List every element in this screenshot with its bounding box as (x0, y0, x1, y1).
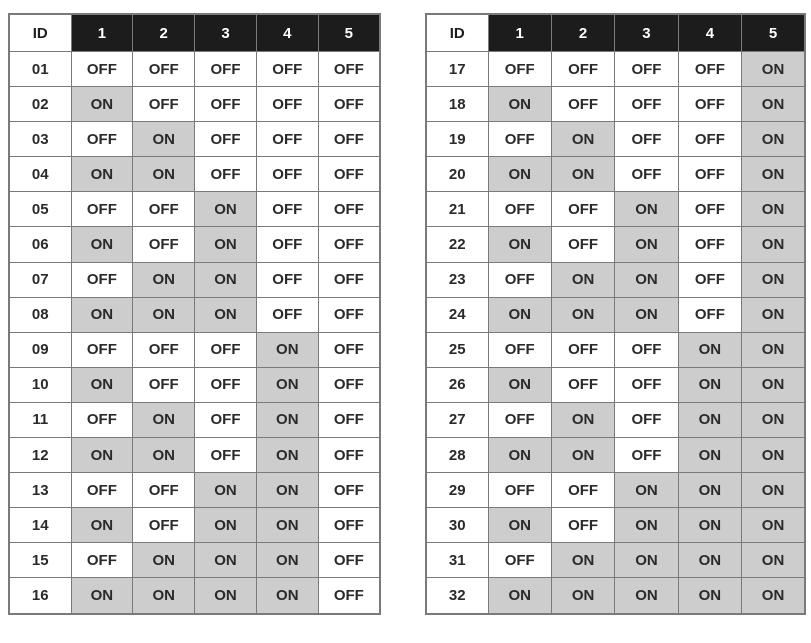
switch-5-state-cell: ON (742, 87, 805, 122)
table-row (9, 473, 380, 508)
table-row (426, 122, 805, 157)
switch-4-state-cell: ON (678, 438, 741, 473)
switch-1-state-cell: ON (488, 87, 551, 122)
switch-3-state-cell: OFF (615, 157, 678, 192)
switch-4-state-cell: OFF (678, 297, 741, 332)
id-cell: 04 (9, 157, 71, 192)
switch-1-state-cell: OFF (488, 543, 551, 578)
id-cell: 23 (426, 262, 488, 297)
switch-2-state-cell: OFF (551, 87, 614, 122)
switch-2-state-cell: OFF (133, 473, 195, 508)
switch-5-state-cell: ON (742, 122, 805, 157)
switch-4-state-cell: ON (678, 543, 741, 578)
id-cell: 28 (426, 438, 488, 473)
switch-5-state-cell: ON (742, 157, 805, 192)
switch-2-state-cell: OFF (133, 332, 195, 367)
id-cell: 30 (426, 508, 488, 543)
id-cell: 22 (426, 227, 488, 262)
switch-5-state-cell: OFF (318, 508, 380, 543)
table-row (426, 192, 805, 227)
table-body (9, 52, 380, 614)
switch-4-column-header: 4 (678, 14, 741, 52)
switch-5-state-cell: ON (742, 402, 805, 437)
switch-4-state-cell: ON (256, 402, 318, 437)
switch-3-state-cell: ON (615, 578, 678, 614)
id-cell: 25 (426, 332, 488, 367)
switch-5-state-cell: OFF (318, 157, 380, 192)
switch-3-state-cell: OFF (195, 52, 257, 87)
switch-1-state-cell: ON (71, 367, 133, 402)
switch-3-state-cell: ON (195, 297, 257, 332)
switch-5-state-cell: OFF (318, 473, 380, 508)
switch-3-state-cell: ON (195, 262, 257, 297)
switch-2-state-cell: OFF (551, 332, 614, 367)
switch-2-column-header: 2 (133, 14, 195, 52)
switch-2-state-cell: ON (133, 297, 195, 332)
switch-1-column-header: 1 (488, 14, 551, 52)
switch-5-state-cell: ON (742, 367, 805, 402)
switch-5-state-cell: OFF (318, 438, 380, 473)
switch-4-state-cell: OFF (256, 297, 318, 332)
switch-5-state-cell: OFF (318, 192, 380, 227)
switch-2-state-cell: ON (133, 578, 195, 614)
switch-3-state-cell: ON (195, 227, 257, 262)
switch-4-state-cell: OFF (256, 87, 318, 122)
switch-5-state-cell: OFF (318, 578, 380, 614)
switch-2-state-cell: ON (133, 157, 195, 192)
switch-5-state-cell: OFF (318, 52, 380, 87)
id-cell: 21 (426, 192, 488, 227)
switch-1-state-cell: OFF (488, 122, 551, 157)
switch-3-column-header: 3 (615, 14, 678, 52)
table-row (426, 438, 805, 473)
switch-3-state-cell: ON (195, 578, 257, 614)
switch-2-state-cell: ON (551, 438, 614, 473)
switch-4-state-cell: ON (256, 578, 318, 614)
switch-5-state-cell: OFF (318, 543, 380, 578)
table-row (426, 332, 805, 367)
table-row (426, 87, 805, 122)
switch-1-state-cell: ON (488, 157, 551, 192)
table-row (426, 367, 805, 402)
table-header (9, 14, 380, 52)
switch-5-state-cell: OFF (318, 332, 380, 367)
table-row (9, 332, 380, 367)
switch-5-state-cell: OFF (318, 262, 380, 297)
switch-2-state-cell: OFF (551, 473, 614, 508)
switch-1-state-cell: ON (71, 578, 133, 614)
switch-5-state-cell: OFF (318, 227, 380, 262)
switch-4-state-cell: ON (256, 473, 318, 508)
switch-3-state-cell: ON (615, 473, 678, 508)
switch-1-state-cell: OFF (71, 473, 133, 508)
switch-3-state-cell: OFF (195, 367, 257, 402)
switch-2-state-cell: ON (551, 297, 614, 332)
switch-1-state-cell: OFF (71, 122, 133, 157)
switch-4-state-cell: ON (256, 508, 318, 543)
id-cell: 11 (9, 402, 71, 437)
table-row (9, 262, 380, 297)
switch-2-state-cell: ON (133, 402, 195, 437)
switch-1-state-cell: ON (488, 367, 551, 402)
switch-1-state-cell: OFF (71, 543, 133, 578)
switch-1-state-cell: ON (488, 508, 551, 543)
switch-4-state-cell: ON (678, 473, 741, 508)
switch-4-state-cell: ON (678, 332, 741, 367)
table-row (426, 262, 805, 297)
table-row (426, 473, 805, 508)
id-cell: 15 (9, 543, 71, 578)
switch-4-state-cell: OFF (256, 262, 318, 297)
switch-1-state-cell: OFF (71, 332, 133, 367)
id-cell: 03 (9, 122, 71, 157)
switch-1-state-cell: OFF (488, 402, 551, 437)
id-cell: 05 (9, 192, 71, 227)
switch-4-state-cell: OFF (678, 227, 741, 262)
header-row (9, 14, 380, 52)
table-row (9, 578, 380, 614)
switch-4-state-cell: ON (678, 508, 741, 543)
switch-3-state-cell: OFF (615, 122, 678, 157)
switch-5-state-cell: ON (742, 543, 805, 578)
switch-3-state-cell: ON (615, 227, 678, 262)
table-row (9, 87, 380, 122)
switch-3-state-cell: OFF (615, 332, 678, 367)
id-cell: 07 (9, 262, 71, 297)
switch-3-state-cell: OFF (615, 402, 678, 437)
switch-1-state-cell: OFF (71, 52, 133, 87)
id-cell: 01 (9, 52, 71, 87)
switch-5-state-cell: ON (742, 52, 805, 87)
dip-switch-table-left (8, 13, 381, 615)
table-row (9, 227, 380, 262)
switch-2-column-header: 2 (551, 14, 614, 52)
id-cell: 31 (426, 543, 488, 578)
table-row (9, 297, 380, 332)
switch-5-state-cell: ON (742, 438, 805, 473)
switch-2-state-cell: ON (551, 578, 614, 614)
switch-3-state-cell: ON (615, 262, 678, 297)
id-cell: 29 (426, 473, 488, 508)
table-row (9, 508, 380, 543)
switch-4-state-cell: ON (256, 543, 318, 578)
switch-2-state-cell: ON (133, 262, 195, 297)
switch-2-state-cell: ON (551, 262, 614, 297)
table-row (9, 402, 380, 437)
switch-1-state-cell: OFF (71, 262, 133, 297)
id-cell: 32 (426, 578, 488, 614)
switch-1-state-cell: OFF (71, 402, 133, 437)
switch-2-state-cell: ON (133, 122, 195, 157)
switch-3-state-cell: ON (195, 543, 257, 578)
switch-4-state-cell: OFF (256, 157, 318, 192)
switch-4-state-cell: OFF (256, 192, 318, 227)
switch-5-column-header: 5 (742, 14, 805, 52)
switch-5-column-header: 5 (318, 14, 380, 52)
switch-3-state-cell: OFF (615, 367, 678, 402)
id-cell: 19 (426, 122, 488, 157)
switch-2-state-cell: OFF (133, 87, 195, 122)
switch-4-state-cell: OFF (678, 192, 741, 227)
switch-5-state-cell: ON (742, 297, 805, 332)
switch-4-column-header: 4 (256, 14, 318, 52)
table-body (426, 52, 805, 614)
switch-2-state-cell: ON (551, 157, 614, 192)
switch-5-state-cell: OFF (318, 297, 380, 332)
id-cell: 17 (426, 52, 488, 87)
id-cell: 13 (9, 473, 71, 508)
switch-2-state-cell: ON (133, 438, 195, 473)
id-column-header: ID (426, 14, 488, 52)
switch-1-state-cell: ON (488, 227, 551, 262)
switch-1-state-cell: ON (71, 157, 133, 192)
switch-3-state-cell: OFF (615, 438, 678, 473)
switch-4-state-cell: OFF (678, 122, 741, 157)
table-row (426, 227, 805, 262)
switch-3-state-cell: ON (615, 192, 678, 227)
table-row (9, 438, 380, 473)
table-row (9, 367, 380, 402)
switch-3-state-cell: OFF (195, 122, 257, 157)
id-cell: 24 (426, 297, 488, 332)
switch-2-state-cell: OFF (133, 52, 195, 87)
switch-4-state-cell: ON (678, 367, 741, 402)
switch-5-state-cell: ON (742, 578, 805, 614)
id-cell: 12 (9, 438, 71, 473)
switch-5-state-cell: ON (742, 332, 805, 367)
id-cell: 20 (426, 157, 488, 192)
id-cell: 08 (9, 297, 71, 332)
switch-4-state-cell: OFF (256, 122, 318, 157)
switch-1-state-cell: ON (71, 87, 133, 122)
switch-1-state-cell: OFF (71, 192, 133, 227)
switch-3-state-cell: OFF (195, 332, 257, 367)
switch-1-state-cell: ON (488, 578, 551, 614)
switch-3-state-cell: ON (195, 192, 257, 227)
switch-5-state-cell: OFF (318, 367, 380, 402)
switch-2-state-cell: OFF (133, 367, 195, 402)
id-cell: 09 (9, 332, 71, 367)
id-column-header: ID (9, 14, 71, 52)
switch-1-state-cell: OFF (488, 262, 551, 297)
switch-5-state-cell: OFF (318, 402, 380, 437)
table-row (426, 578, 805, 614)
id-cell: 16 (9, 578, 71, 614)
switch-1-state-cell: ON (71, 227, 133, 262)
table-row (426, 543, 805, 578)
switch-1-state-cell: OFF (488, 473, 551, 508)
header-row (426, 14, 805, 52)
switch-3-state-cell: OFF (195, 438, 257, 473)
switch-2-state-cell: OFF (551, 227, 614, 262)
switch-3-state-cell: ON (195, 508, 257, 543)
id-cell: 02 (9, 87, 71, 122)
switch-3-state-cell: ON (615, 543, 678, 578)
table-row (9, 543, 380, 578)
switch-1-state-cell: OFF (488, 192, 551, 227)
switch-3-state-cell: OFF (615, 52, 678, 87)
switch-2-state-cell: OFF (133, 227, 195, 262)
switch-4-state-cell: OFF (256, 52, 318, 87)
id-cell: 14 (9, 508, 71, 543)
id-cell: 27 (426, 402, 488, 437)
switch-4-state-cell: OFF (678, 157, 741, 192)
table-row (9, 157, 380, 192)
switch-5-state-cell: ON (742, 473, 805, 508)
switch-5-state-cell: ON (742, 262, 805, 297)
table-row (9, 192, 380, 227)
switch-1-state-cell: ON (71, 508, 133, 543)
switch-4-state-cell: ON (678, 402, 741, 437)
switch-1-state-cell: ON (71, 297, 133, 332)
switch-3-state-cell: ON (615, 297, 678, 332)
switch-3-state-cell: OFF (195, 87, 257, 122)
switch-3-state-cell: OFF (195, 402, 257, 437)
switch-4-state-cell: OFF (256, 227, 318, 262)
table-row (426, 402, 805, 437)
switch-4-state-cell: ON (678, 578, 741, 614)
switch-3-state-cell: ON (615, 508, 678, 543)
switch-1-state-cell: OFF (488, 332, 551, 367)
switch-1-state-cell: ON (71, 438, 133, 473)
switch-4-state-cell: OFF (678, 262, 741, 297)
switch-2-state-cell: OFF (133, 508, 195, 543)
switch-2-state-cell: ON (551, 122, 614, 157)
switch-5-state-cell: ON (742, 192, 805, 227)
table-row (426, 508, 805, 543)
table-row (9, 122, 380, 157)
switch-3-state-cell: OFF (615, 87, 678, 122)
id-cell: 26 (426, 367, 488, 402)
switch-1-state-cell: OFF (488, 52, 551, 87)
switch-2-state-cell: OFF (551, 52, 614, 87)
id-cell: 10 (9, 367, 71, 402)
switch-2-state-cell: ON (551, 543, 614, 578)
switch-4-state-cell: OFF (678, 52, 741, 87)
switch-5-state-cell: OFF (318, 87, 380, 122)
switch-5-state-cell: ON (742, 508, 805, 543)
switch-4-state-cell: OFF (678, 87, 741, 122)
table-row (9, 52, 380, 87)
switch-2-state-cell: OFF (551, 192, 614, 227)
switch-4-state-cell: ON (256, 438, 318, 473)
switch-3-state-cell: OFF (195, 157, 257, 192)
switch-2-state-cell: OFF (133, 192, 195, 227)
id-cell: 18 (426, 87, 488, 122)
switch-2-state-cell: OFF (551, 508, 614, 543)
id-cell: 06 (9, 227, 71, 262)
switch-2-state-cell: ON (551, 402, 614, 437)
switch-2-state-cell: ON (133, 543, 195, 578)
switch-3-column-header: 3 (195, 14, 257, 52)
switch-2-state-cell: OFF (551, 367, 614, 402)
switch-1-state-cell: ON (488, 297, 551, 332)
switch-5-state-cell: ON (742, 227, 805, 262)
table-row (426, 157, 805, 192)
switch-5-state-cell: OFF (318, 122, 380, 157)
table-row (426, 52, 805, 87)
switch-4-state-cell: ON (256, 332, 318, 367)
switch-1-state-cell: ON (488, 438, 551, 473)
table-row (426, 297, 805, 332)
dip-switch-table-right (425, 13, 806, 615)
switch-4-state-cell: ON (256, 367, 318, 402)
table-header (426, 14, 805, 52)
switch-1-column-header: 1 (71, 14, 133, 52)
switch-3-state-cell: ON (195, 473, 257, 508)
